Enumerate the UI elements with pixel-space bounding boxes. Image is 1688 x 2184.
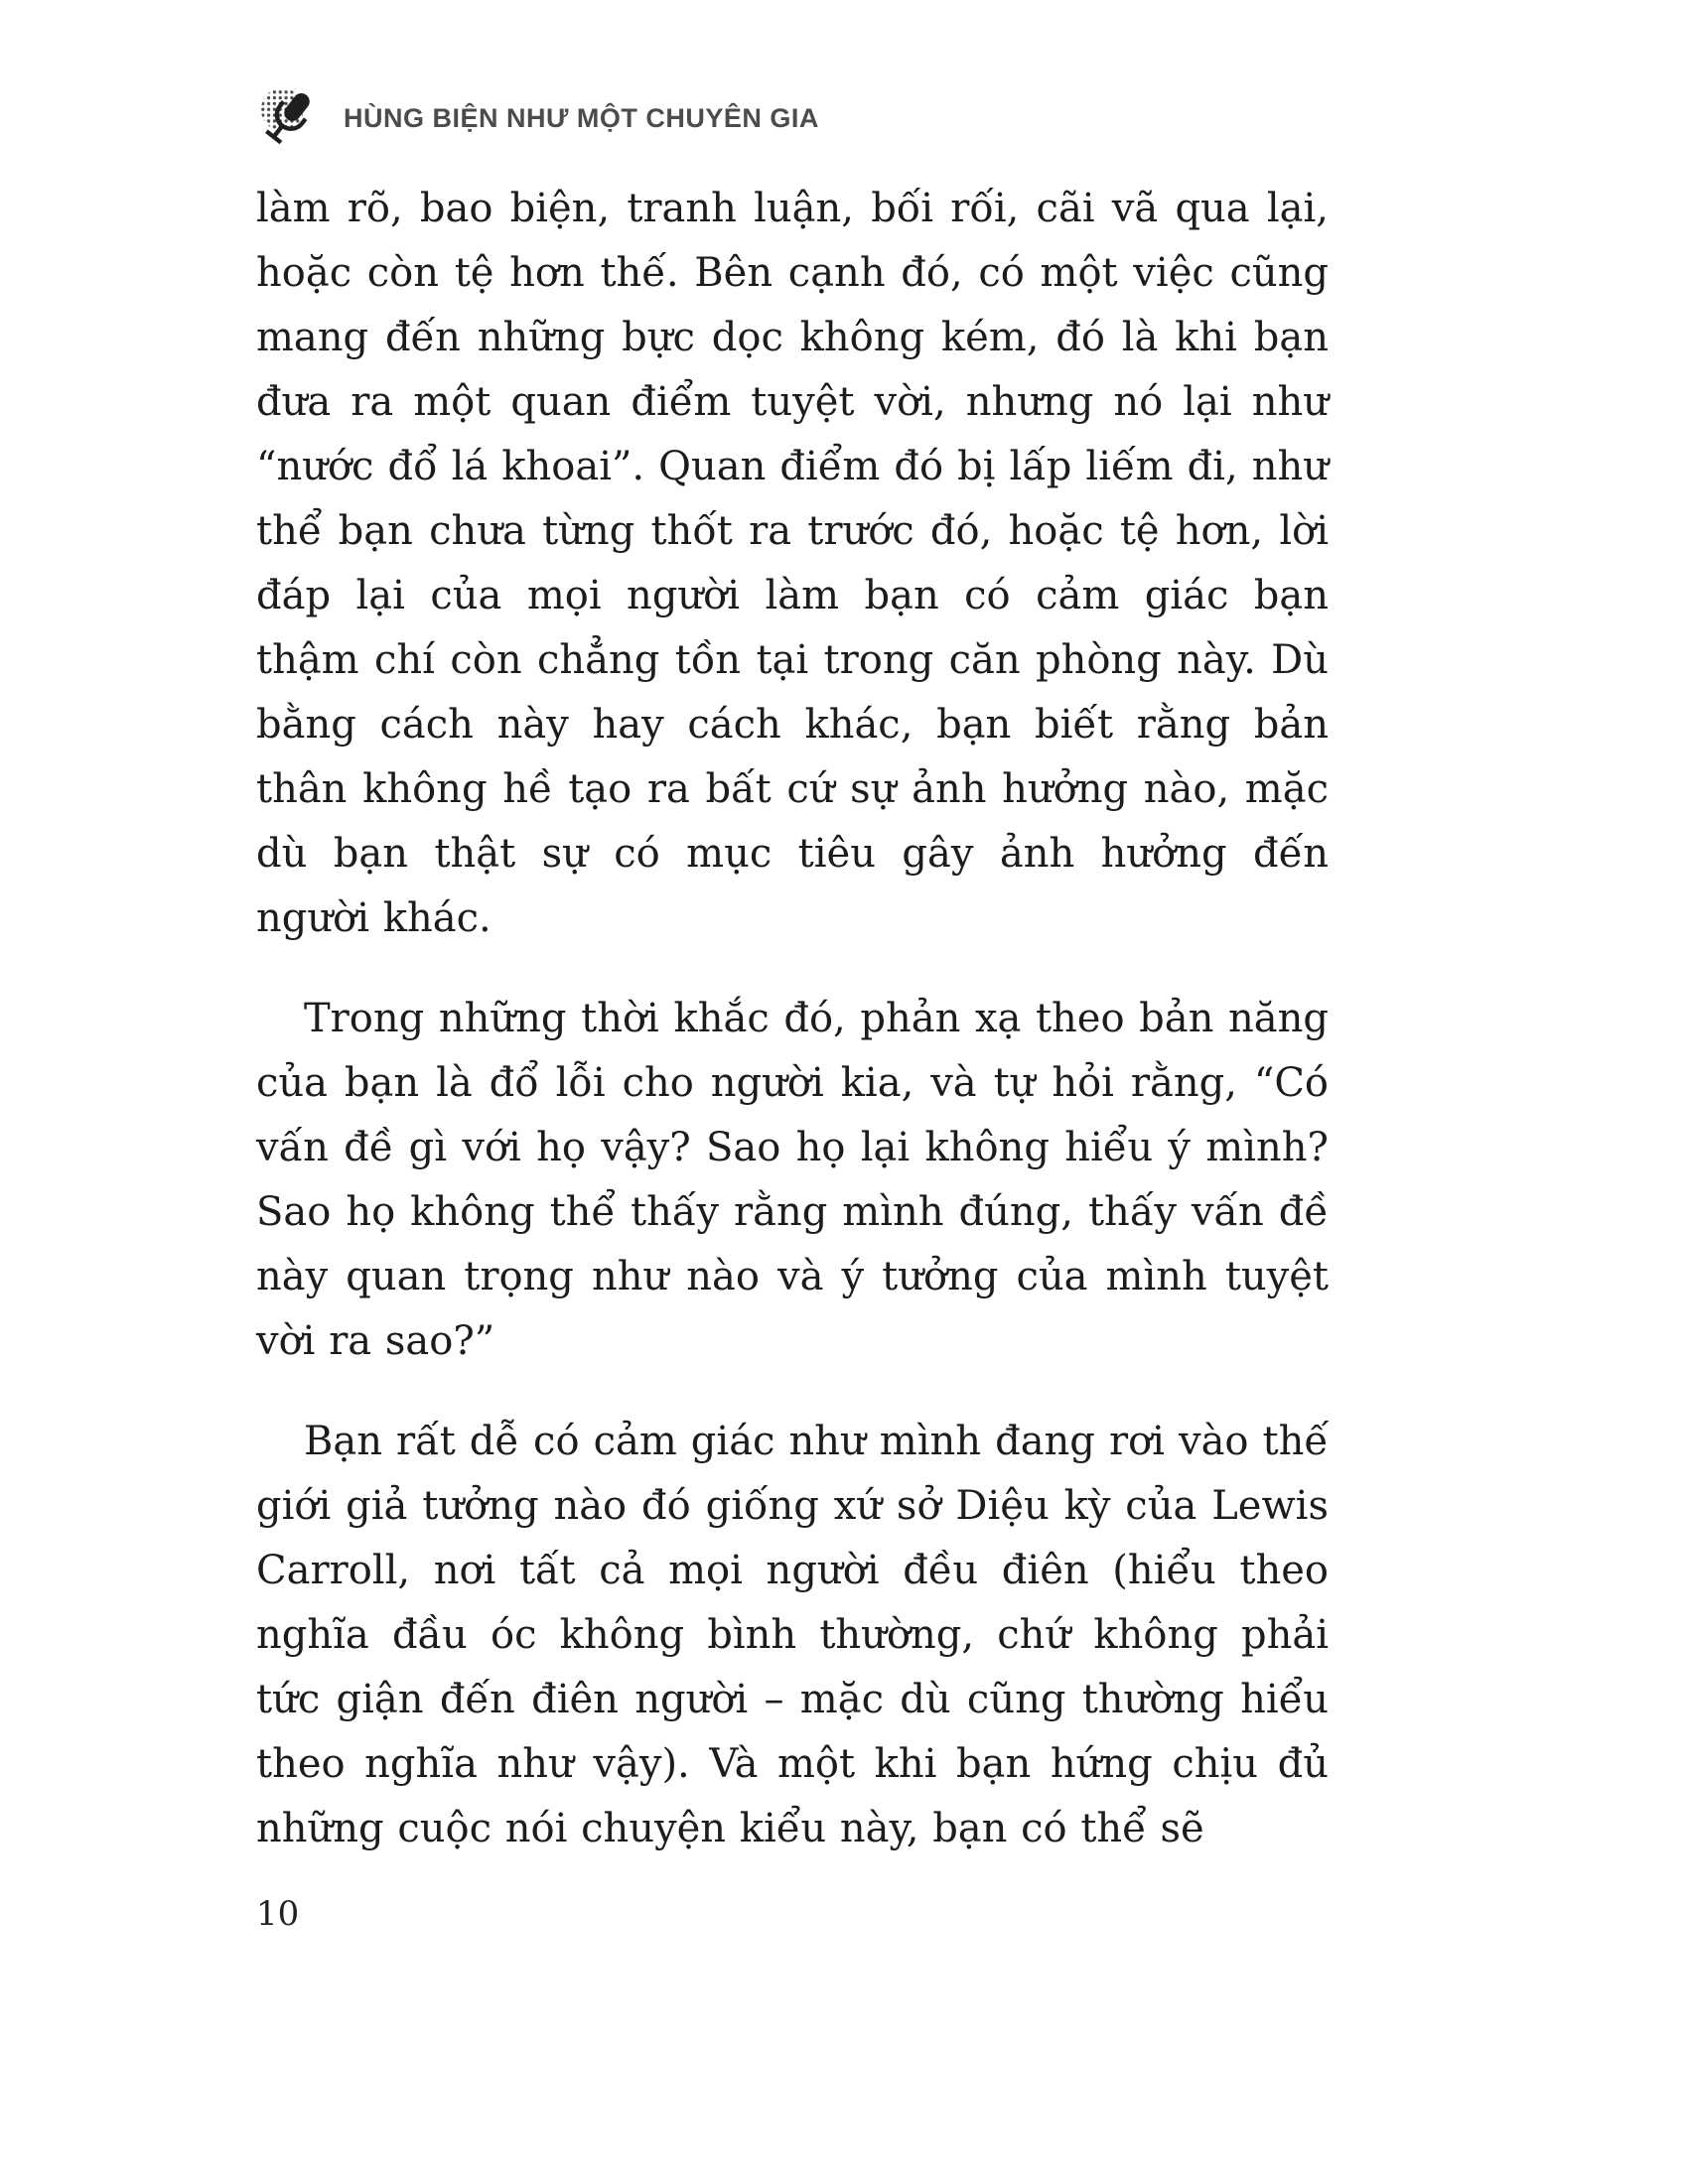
running-header-title: HÙNG BIỆN NHƯ MỘT CHUYÊN GIA — [344, 102, 819, 133]
microphone-icon — [254, 83, 324, 153]
page-number: 10 — [256, 1894, 300, 1934]
paragraph: Trong những thời khắc đó, phản xạ theo bản năng của bạn là đổ lỗi cho người kia, và tự hỏi rằng, “Có vấn đề gì với họ vậy? Sao họ lại không hiểu ý mình? Sao họ không thể thấy rằng mình đúng, thấy vấn đề này quan trọng như nào và ý tưởng của mình tuyệt vời ra sao?” — [256, 996, 1329, 1364]
paragraph: Bạn rất dễ có cảm giác như mình đang rơi vào thế giới giả tưởng nào đó giống xứ sở Diệu kỳ của Lewis Carroll, nơi tất cả mọi người đều điên (hiểu theo nghĩa đầu óc không bình thường, chứ không phải tức giận đến điên người – mặc dù cũng thường hiểu theo nghĩa như vậy). Và một khi bạn hứng chịu đủ những cuộc nói chuyện kiểu này, bạn có thể sẽ — [256, 1419, 1329, 1851]
running-header — [254, 83, 819, 153]
body-text — [256, 177, 1329, 1861]
paragraph: làm rõ, bao biện, tranh luận, bối rối, cãi vã qua lại, hoặc còn tệ hơn thế. Bên cạnh đó, có một việc cũng mang đến những bực dọc không kém, đó là khi bạn đưa ra một quan điểm tuyệt vời, nhưng nó lại như “nước đổ lá khoai”. Quan điểm đó bị lấp liếm đi, như thể bạn chưa từng thốt ra trước đó, hoặc tệ hơn, lời đáp lại của mọi người làm bạn có cảm giác bạn thậm chí còn chẳng tồn tại trong căn phòng này. Dù bằng cách này hay cách khác, bạn biết rằng bản thân không hề tạo ra bất cứ sự ảnh hưởng nào, mặc dù bạn thật sự có mục tiêu gây ảnh hưởng đến người khác. — [256, 186, 1329, 941]
